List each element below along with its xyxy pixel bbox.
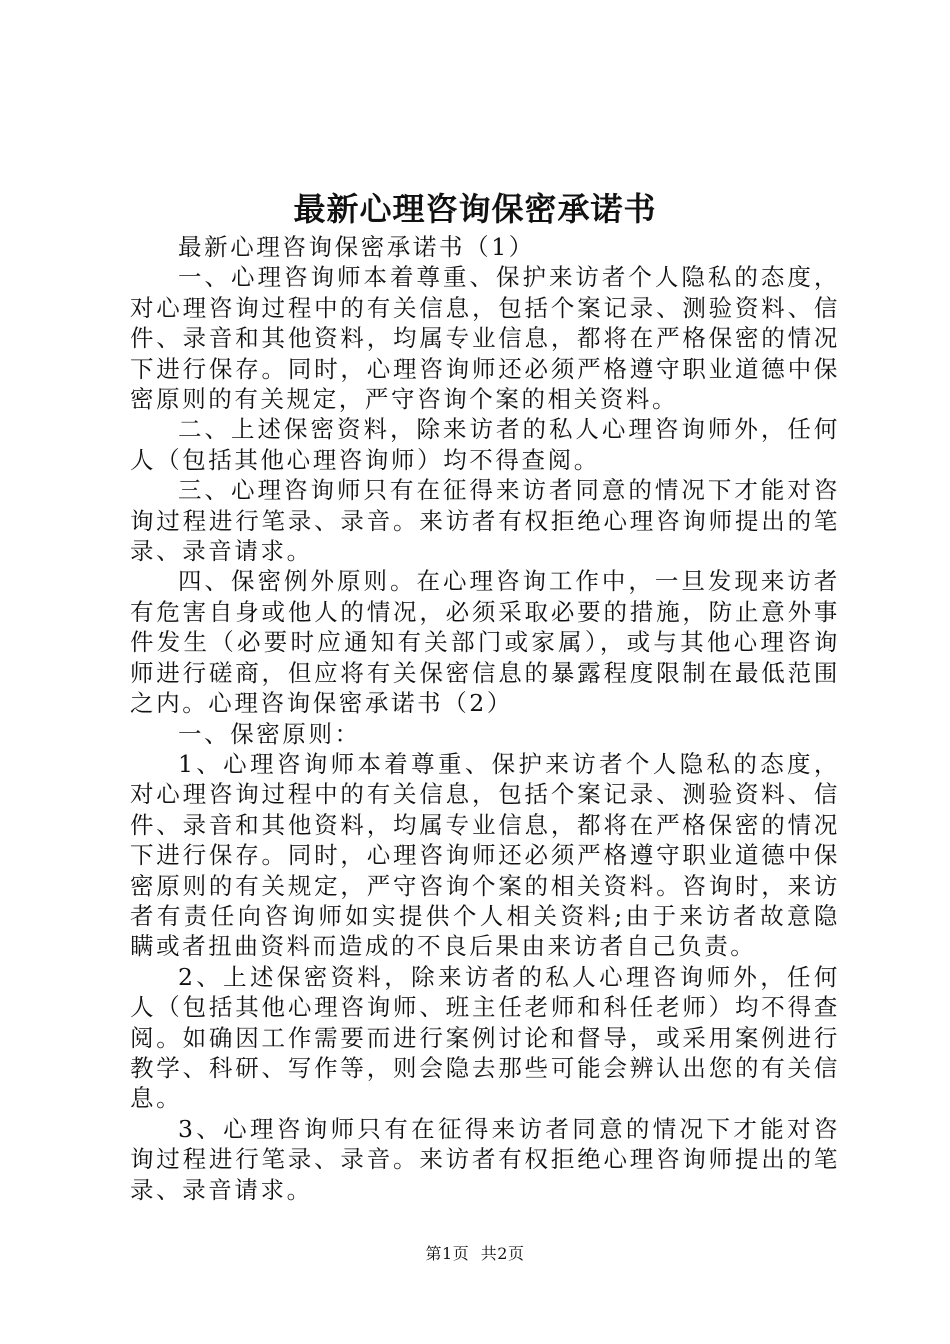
paragraph-3: 三、心理咨询师只有在征得来访者同意的情况下才能对咨询过程进行笔录、录音。来访者有权拒绝心理咨询师提出的笔录、录音请求。 [130, 476, 840, 566]
paragraph-1: 一、心理咨询师本着尊重、保护来访者个人隐私的态度，对心理咨询过程中的有关信息，包括个案记录、测验资料、信件、录音和其他资料，均属专业信息，都将在严格保密的情况下进行保存。同时，心理咨询师还必须严格遵守职业道德中保密原则的有关规定，严守咨询个案的相关资料。 [130, 263, 840, 414]
paragraph-2: 二、上述保密资料，除来访者的私人心理咨询师外，任何人（包括其他心理咨询师）均不得查阅。 [130, 415, 840, 474]
document-body [130, 232, 840, 1205]
document-title: 最新心理咨询保密承诺书 [293, 190, 657, 228]
section-heading-1: 最新心理咨询保密承诺书（1） [178, 233, 535, 261]
page-number-footer: 第1页 共2页 [425, 1244, 525, 1263]
paragraph-5: 1、心理咨询师本着尊重、保护来访者个人隐私的态度，对心理咨询过程中的有关信息，包括个案记录、测验资料、信件、录音和其他资料，均属专业信息，都将在严格保密的情况下进行保存。同时，心理咨询师还必须严格遵守职业道德中保密原则的有关规定，严守咨询个案的相关资料。咨询时，来访者有责任向咨询师如实提供个人相关资料;由于来访者故意隐瞒或者扭曲资料而造成的不良后果由来访者自己负责。 [130, 749, 840, 961]
paragraph-7: 3、心理咨询师只有在征得来访者同意的情况下才能对咨询过程进行笔录、录音。来访者有权拒绝心理咨询师提出的笔录、录音请求。 [130, 1114, 840, 1204]
confidentiality-principle-heading: 一、保密原则： [178, 719, 361, 748]
paragraph-4: 四、保密例外原则。在心理咨询工作中，一旦发现来访者有危害自身或他人的情况，必须采取必要的措施，防止意外事件发生（必要时应通知有关部门或家属），或与其他心理咨询师进行磋商，但应将有关保密信息的暴露程度限制在最低范围之内。心理咨询保密承诺书（2） [130, 567, 840, 718]
paragraph-6: 2、上述保密资料，除来访者的私人心理咨询师外，任何人（包括其他心理咨询师、班主任老师和科任老师）均不得查阅。如确因工作需要而进行案例讨论和督导，或采用案例进行教学、科研、写作等，则会隐去那些可能会辨认出您的有关信息。 [130, 962, 840, 1113]
